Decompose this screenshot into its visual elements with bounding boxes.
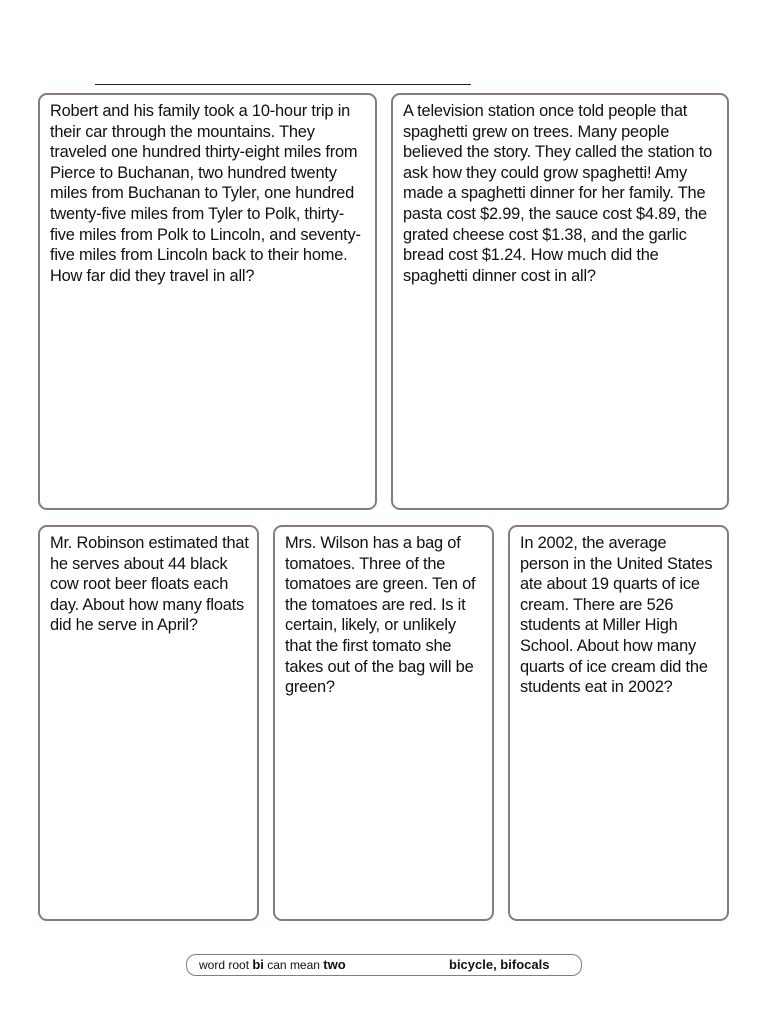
word-root: bi xyxy=(252,957,264,972)
problem-text-1: Robert and his family took a 10-hour trip in their car through the mountains. They traveled one hundred thirty-eight miles from Pierce to Buchanan, two hundred twenty miles from Buchanan to Tyler, one hundred twenty-five miles from Tyler to Polk, thirty-five miles from Polk to Lincoln, and seventy-five miles from Lincoln back to their home. How far did they travel in all? xyxy=(50,102,361,285)
problem-text-2: A television station once told people that spaghetti grew on trees. Many people believed the story. They called the station to ask how they could grow spaghetti! Amy made a spaghetti dinner for her family. The pasta cost $2.99, the sauce cost $4.89, the grated cheese cost $1.38, and the garlic bread cost $1.24. How much did the spaghetti dinner cost in all? xyxy=(403,102,713,285)
word-root-middle: can mean xyxy=(263,958,324,972)
problem-text-3: Mr. Robinson estimated that he serves about 44 black cow root beer floats each day. About how many floats did he serve in April? xyxy=(50,534,249,635)
word-root-examples: bicycle, bifocals xyxy=(449,957,550,972)
problem-card-1 xyxy=(38,93,377,510)
word-root-banner xyxy=(186,954,582,976)
problem-card-3 xyxy=(38,525,259,921)
problem-card-5 xyxy=(508,525,729,921)
problem-text-5: In 2002, the average person in the United States ate about 19 quarts of ice cream. There are 526 students at Miller High School. About how many quarts of ice cream did the students eat in 2002? xyxy=(520,534,713,697)
problem-text-4: Mrs. Wilson has a bag of tomatoes. Three of the tomatoes are green. Ten of the tomatoes are red. Is it certain, likely, or unlikely that the first tomato she takes out of the bag will be green? xyxy=(285,534,476,697)
problem-card-4 xyxy=(273,525,494,921)
word-root-prefix: word root xyxy=(199,958,253,972)
word-root-meaning: two xyxy=(323,957,346,972)
problem-card-2 xyxy=(391,93,729,510)
name-line xyxy=(95,84,471,85)
